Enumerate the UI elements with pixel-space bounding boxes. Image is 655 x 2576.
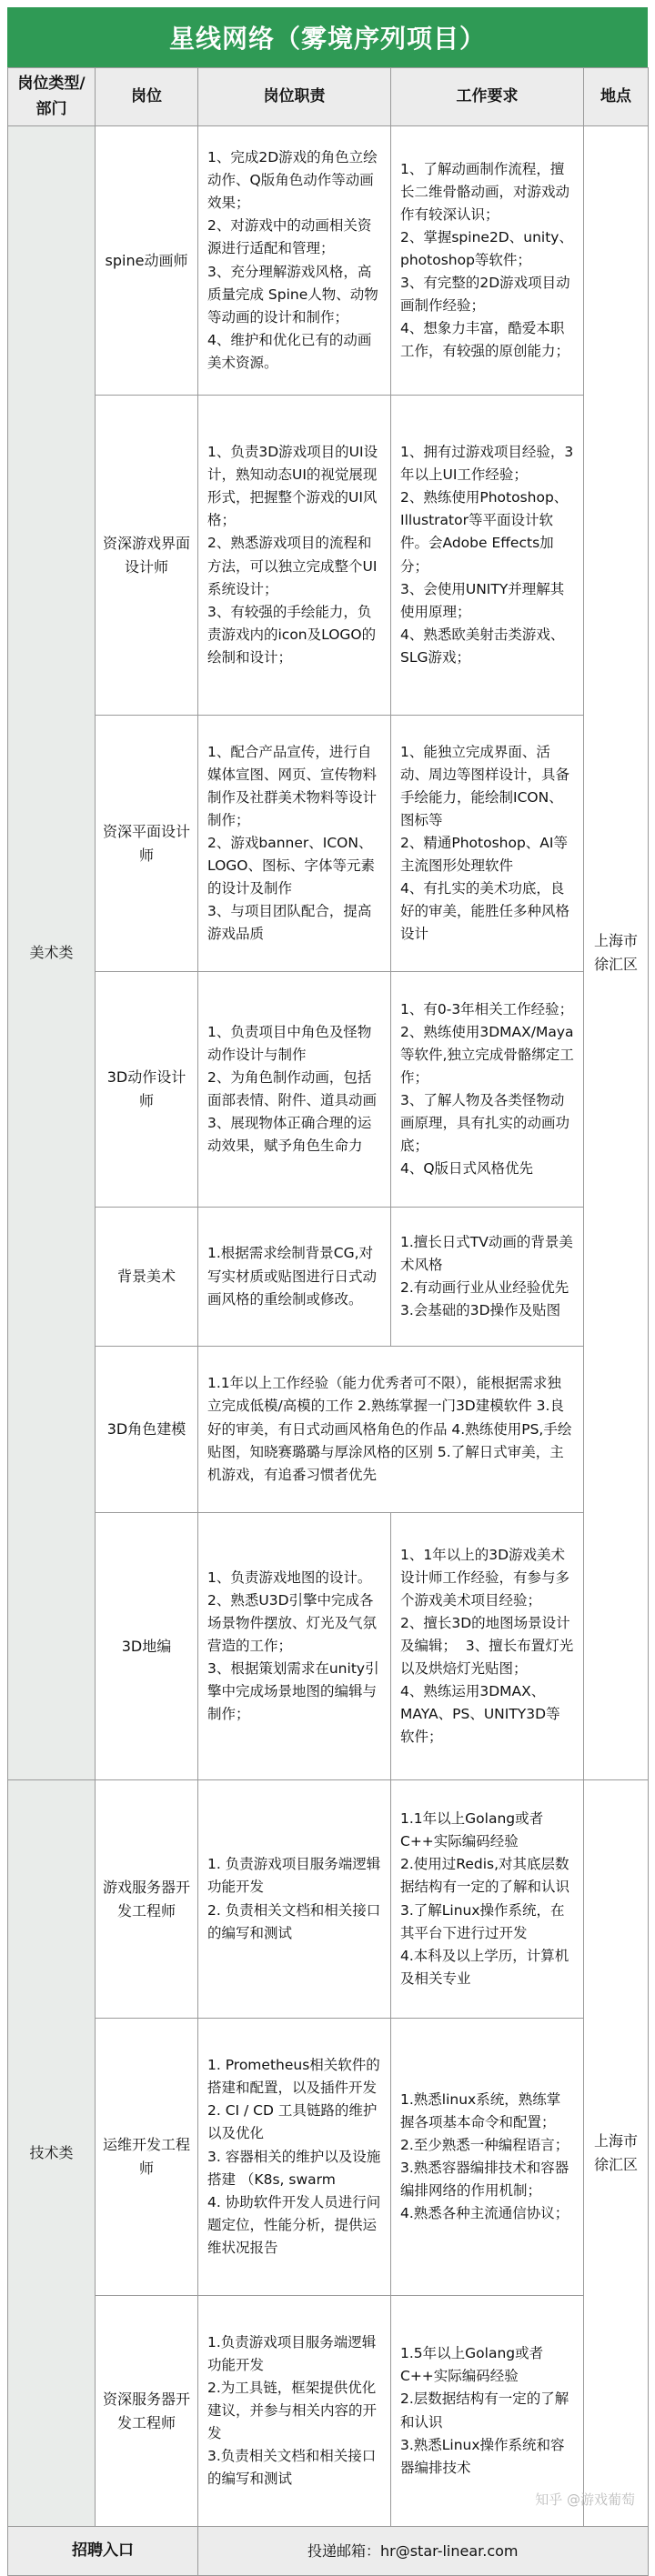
job-row [8,126,649,396]
job-duties: 1、负责游戏地图的设计。 2、熟悉U3D引擎中完成各场景物件摆放、灯光及气氛营造的工作； 3、根据策划需求在unity引擎中完成场景地图的编辑与制作； [198,1513,391,1780]
header-position: 岗位 [96,68,198,126]
job-position: 3D角色建模 [96,1347,198,1513]
job-row [8,396,649,716]
job-duties: 1.根据需求绘制背景CG,对写实材质或贴图进行日式动画风格的重绘制或修改。 [198,1208,391,1347]
header-category: 岗位类型/部门 [8,68,96,126]
job-requirements: 1.擅长日式TV动画的背景美术风格 2.有动画行业从业经验优先 3.会基础的3D操作及贴图 [391,1208,584,1347]
job-duties: 1.负责游戏项目服务端逻辑功能开发 2.为工具链，框架提供优化建议，并参与相关内容的开发 3.负责相关文档和相关接口的编写和测试 [198,2296,391,2527]
apply-email[interactable]: 投递邮箱：hr@star-linear.com [198,2527,649,2576]
job-row [8,2019,649,2296]
job-position: 资深游戏界面设计师 [96,396,198,716]
category-art: 美术类 [8,126,96,1780]
job-row [8,972,649,1208]
job-duties: 1. Prometheus相关软件的搭建和配置，以及插件开发 2. CI / CD 工具链路的维护以及优化 3. 容器相关的维护以及设施搭建 （K8s, swarm 4. 协助软件开发人员进行问题定位，性能分析，提供运维状况报告 [198,2019,391,2296]
job-row [8,1347,649,1513]
recruit-entry-label: 招聘入口 [8,2527,198,2576]
job-position: 3D动作设计师 [96,972,198,1208]
job-description-merged: 1.1年以上工作经验（能力优秀者可不限），能根据需求独立完成低模/高模的工作 2.熟练掌握一门3D建模软件 3.良好的审美，有日式动画风格角色的作品 4.熟练使用PS,手绘贴图，知晓赛璐璐与厚涂风格的区别 5.了解日式审美，主机游戏，有追番习惯者优先 [198,1347,584,1513]
job-row [8,1208,649,1347]
header-duties: 岗位职责 [198,68,391,126]
job-duties: 1、负责3D游戏项目的UI设计，熟知动态UI的视觉展现形式，把握整个游戏的UI风格； 2、熟悉游戏项目的流程和方法，可以独立完成整个UI系统设计； 3、有较强的手绘能力，负责游戏内的icon及LOGO的绘制和设计； [198,396,391,716]
job-position: 资深平面设计师 [96,716,198,972]
job-requirements: 1、拥有过游戏项目经验，3年以上UI工作经验； 2、熟练使用Photoshop、Illustrator等平面设计软件。会Adobe Effects加分； 3、会使用UNITY并理解其使用原理； 4、熟悉欧美射击类游戏、SLG游戏； [391,396,584,716]
job-requirements: 1、有0-3年相关工作经验； 2、熟练使用3DMAX/Maya等软件,独立完成骨骼绑定工作； 3、了解人物及各类怪物动画原理，具有扎实的动画功底； 4、Q版日式风格优先 [391,972,584,1208]
job-position: 游戏服务器开发工程师 [96,1780,198,2019]
job-position: 资深服务器开发工程师 [96,2296,198,2527]
job-position: 背景美术 [96,1208,198,1347]
job-requirements: 1、1年以上的3D游戏美术设计师工作经验，有参与多个游戏美术项目经验； 2、擅长3D的地图场景设计及编辑； 3、擅长布置灯光以及烘焙灯光贴图； 4、熟练运用3DMAX、MAYA、PS、UNITY3D等软件； [391,1513,584,1780]
watermark-text: 知乎 @游戏葡萄 [535,2490,635,2509]
job-row [8,716,649,972]
job-duties: 1、负责项目中角色及怪物动作设计与制作 2、为角色制作动画，包括面部表情、附件、道具动画 3、展现物体正确合理的运动效果，赋予角色生命力 [198,972,391,1208]
location-tech: 上海市徐汇区 [584,1780,649,2527]
location-art: 上海市徐汇区 [584,126,649,1780]
job-duties: 1、配合产品宣传，进行自媒体宣图、网页、宣传物料制作及社群美术物料等设计制作； 2、游戏banner、ICON、LOGO、图标、字体等元素的设计及制作 3、与项目团队配合，提高游戏品质 [198,716,391,972]
job-position: 3D地编 [96,1513,198,1780]
job-position: 运维开发工程师 [96,2019,198,2296]
footer-row [8,2527,649,2576]
job-requirements: 1、能独立完成界面、活动、周边等图样设计，具备手绘能力，能绘制ICON、图标等 2、精通Photoshop、AI等主流图形处理软件 4、有扎实的美术功底，良好的审美，能胜任多种风格设计 [391,716,584,972]
page-title: 星线网络（雾境序列项目） [7,7,648,67]
job-position: spine动画师 [96,126,198,396]
jobs-table [7,67,649,2576]
job-duties: 1、完成2D游戏的角色立绘动作、Q版角色动作等动画效果； 2、对游戏中的动画相关资源进行适配和管理； 3、充分理解游戏风格，高质量完成 Spine人物、动物等动画的设计和制作； 4、维护和优化已有的动画美术资源。 [198,126,391,396]
header-location: 地点 [584,68,649,126]
job-row [8,1780,649,2019]
job-row [8,1513,649,1780]
header-requirements: 工作要求 [391,68,584,126]
category-tech: 技术类 [8,1780,96,2527]
job-requirements: 1.1年以上Golang或者C++实际编码经验 2.使用过Redis,对其底层数据结构有一定的了解和认识 3.了解Linux操作系统，在其平台下进行过开发 4.本科及以上学历，计算机及相关专业 [391,1780,584,2019]
header-row [8,68,649,126]
job-requirements: 1、了解动画制作流程，擅长二维骨骼动画，对游戏动作有较深认识； 2、掌握spine2D、unity、photoshop等软件； 3、有完整的2D游戏项目动画制作经验； 4、想象力丰富，酷爱本职工作，有较强的原创能力； [391,126,584,396]
job-requirements: 1.5年以上Golang或者C++实际编码经验 2.层数据结构有一定的了解和认识 3.熟悉Linux操作系统和容器编排技术 [391,2296,584,2527]
job-duties: 1. 负责游戏项目服务端逻辑功能开发 2. 负责相关文档和相关接口的编写和测试 [198,1780,391,2019]
job-requirements: 1.熟悉linux系统，熟练掌握各项基本命令和配置； 2.至少熟悉一种编程语言； 3.熟悉容器编排技术和容器编排网络的作用机制； 4.熟悉各种主流通信协议； [391,2019,584,2296]
